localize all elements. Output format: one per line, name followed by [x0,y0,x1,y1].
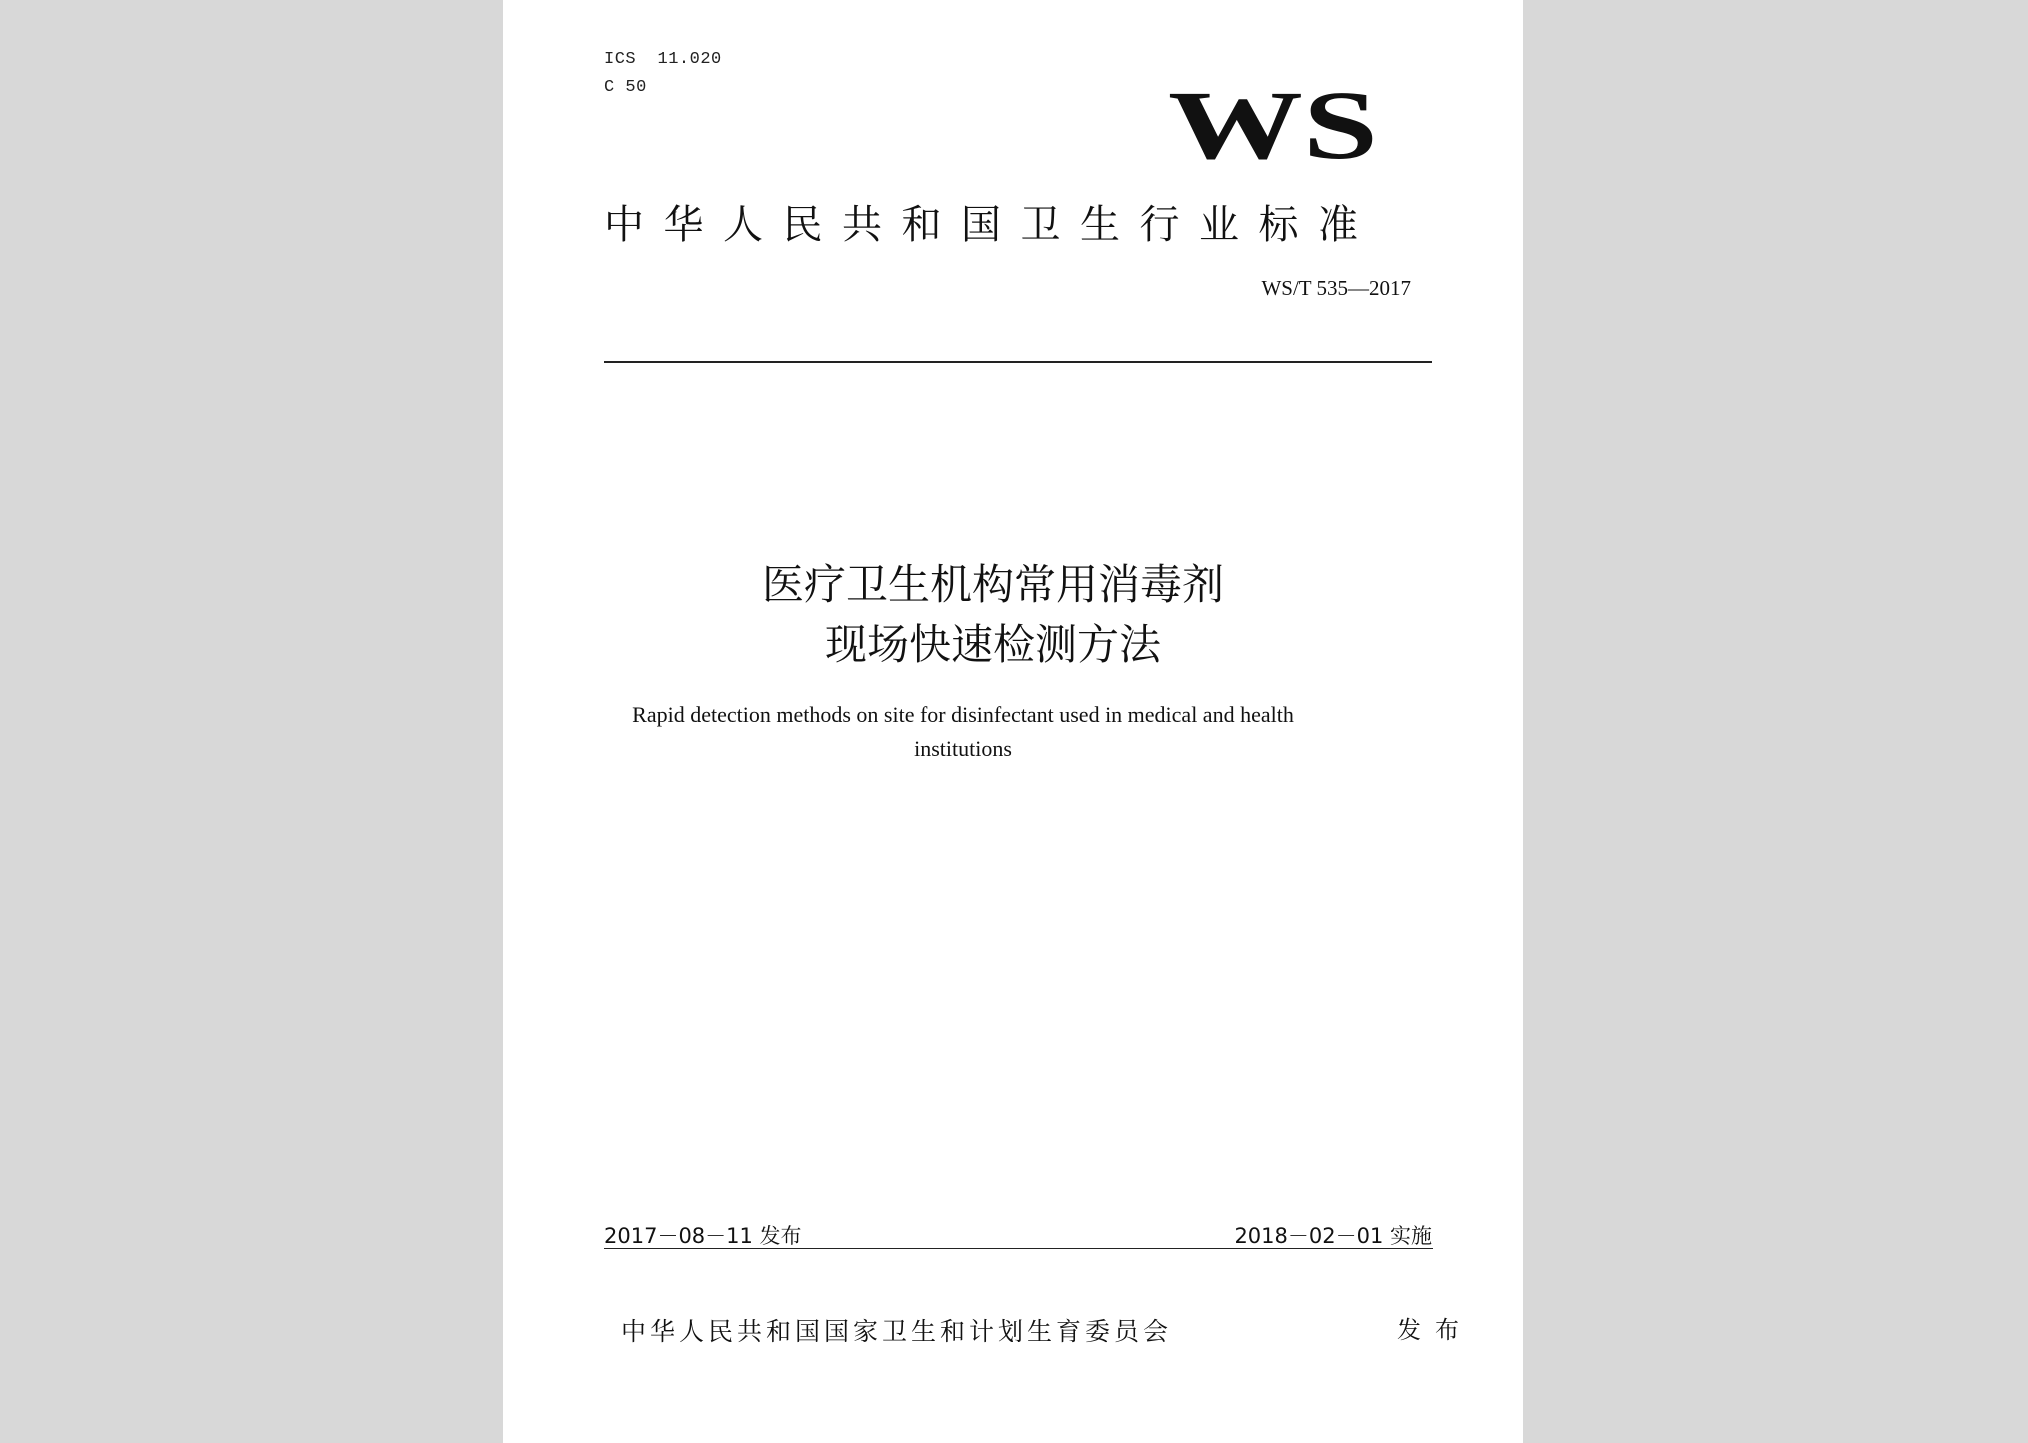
footer-divider [604,1248,1433,1249]
standard-category: 中华人民共和国卫生行业标准 [604,202,1378,248]
title-en: Rapid detection methods on site for disinfectant used in medical and health institutions [632,702,1294,761]
standard-number: WS/T 535—2017 [1261,276,1411,300]
document-page [503,0,1523,1443]
title-zh-line-2: 现场快速检测方法 [824,620,1161,669]
implementation-date: 2018－02－01 实施 [1234,1224,1432,1248]
header-divider [604,361,1432,363]
ics-code: ICS 11.020 [604,50,722,69]
ws-logo-text: WS [1168,78,1378,178]
ws-logo-graphic [1163,78,1383,178]
issue-date: 2017－08－11 发布 [604,1224,802,1248]
publisher: 中华人民共和国国家卫生和计划生育委员会 [621,1317,1173,1346]
ws-logo [1163,78,1383,178]
title-zh-line-1: 医疗卫生机构常用消毒剂 [761,560,1224,609]
ccs-code: C 50 [604,78,647,97]
publish-label: 发布 [1397,1316,1473,1344]
